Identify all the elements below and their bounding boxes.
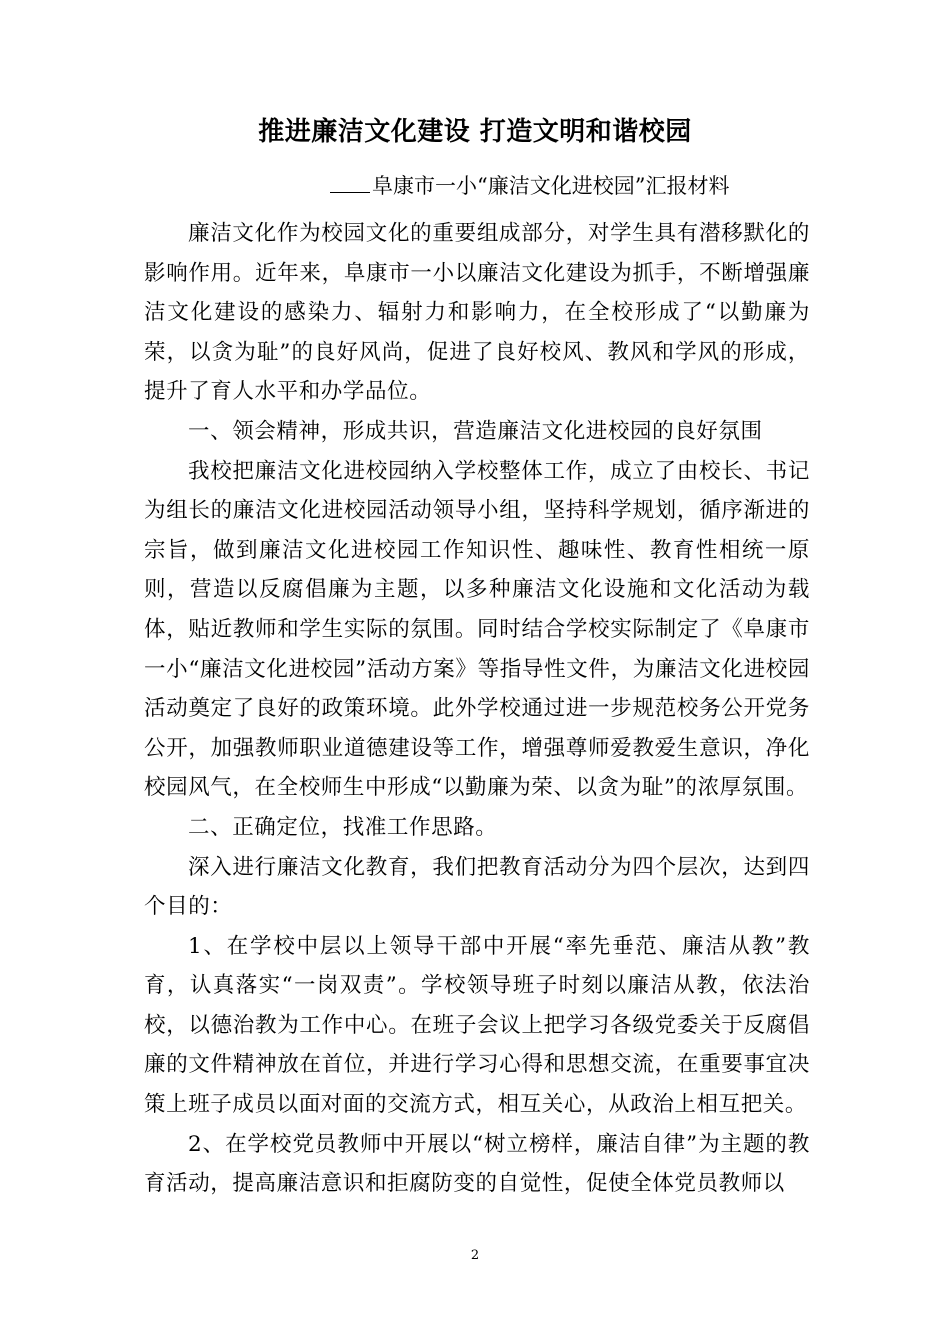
paragraph-item-1: 1、在学校中层以上领导干部中开展“率先垂范、廉洁从教”教育，认真落实“一岗双责”。学校领导班子时刻以廉洁从教，依法治校，以德治教为工作中心。在班子会议上把学习各级党委关于反腐倡廉的文件精神放在首位，并进行学习心得和思想交流，在重要事宜决策上班子成员以面对面的交流方式，相互关心，从政治上相互把关。 xyxy=(144,933,810,1118)
subtitle-underline-rule xyxy=(330,170,370,193)
paragraph-section-1: 我校把廉洁文化进校园纳入学校整体工作，成立了由校长、书记为组长的廉洁文化进校园活动领导小组，坚持科学规划，循序渐进的宗旨，做到廉洁文化进校园工作知识性、趣味性、教育性相统一原则，营造以反腐倡廉为主题，以多种廉洁文化设施和文化活动为载体，贴近教师和学生实际的氛围。同时结合学校实际制定了《阜康市一小“廉洁文化进校园”活动方案》等指导性文件，为廉洁文化进校园活动奠定了良好的政策环境。此外学校通过进一步规范校务公开党务公开，加强教师职业道德建设等工作，增强尊师爱教爱生意识，净化校园风气，在全校师生中形成“以勤廉为荣、以贪为耻”的浓厚氛围。 xyxy=(144,458,810,801)
document-subtitle xyxy=(330,170,850,202)
section-heading-1: 一、领会精神，形成共识，营造廉洁文化进校园的良好氛围 xyxy=(188,418,763,444)
document-title: 推进廉洁文化建设 打造文明和谐校园 xyxy=(258,117,692,147)
document-body xyxy=(144,214,810,1204)
paragraph-section-2-intro: 深入进行廉洁文化教育，我们把教育活动分为四个层次，达到四个目的： xyxy=(144,854,810,920)
page-number: 2 xyxy=(470,1248,480,1263)
subtitle-text: 阜康市一小“廉洁文化进校园”汇报材料 xyxy=(372,174,730,198)
paragraph-intro: 廉洁文化作为校园文化的重要组成部分，对学生具有潜移默化的影响作用。近年来，阜康市一小以廉洁文化建设为抓手，不断增强廉洁文化建设的感染力、辐射力和影响力，在全校形成了“以勤廉为荣，以贪为耻”的良好风尚，促进了良好校风、教风和学风的形成，提升了育人水平和办学品位。 xyxy=(144,221,810,405)
section-heading-2: 二、正确定位，找准工作思路。 xyxy=(188,814,498,840)
paragraph-item-2: 2、在学校党员教师中开展以“树立榜样，廉洁自律”为主题的教育活动，提高廉洁意识和拒腐防变的自觉性，促使全体党员教师以 xyxy=(144,1131,810,1197)
